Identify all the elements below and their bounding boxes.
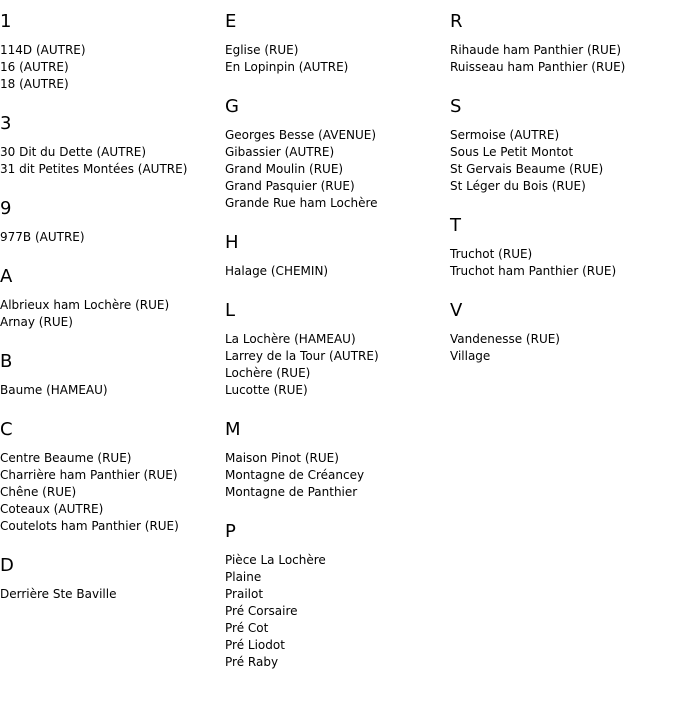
street-list-item: St Gervais Beaume (RUE)	[450, 162, 604, 176]
letter-section	[225, 418, 450, 501]
letter-section	[450, 299, 675, 365]
street-list-item: Prailot	[225, 587, 264, 601]
street-list-item: Grand Moulin (RUE)	[225, 162, 344, 176]
section-letter-heading: T	[450, 215, 461, 236]
street-list-item: Sermoise (AUTRE)	[450, 128, 560, 142]
letter-section	[225, 231, 450, 280]
letter-section	[0, 265, 225, 331]
letter-section	[0, 554, 225, 603]
section-letter-heading: G	[225, 96, 239, 117]
street-list-item: Ruisseau ham Panthier (RUE)	[450, 60, 626, 74]
street-list-item: Grand Pasquier (RUE)	[225, 179, 355, 193]
street-list-item: Rihaude ham Panthier (RUE)	[450, 43, 622, 57]
street-list-item: 31 dit Petites Montées (AUTRE)	[0, 162, 188, 176]
street-list-item: Halage (CHEMIN)	[225, 264, 329, 278]
street-list-item: La Lochère (HAMEAU)	[225, 332, 356, 346]
street-list-item: Village	[450, 349, 491, 363]
street-list-item: Gibassier (AUTRE)	[225, 145, 335, 159]
street-list-item: Maison Pinot (RUE)	[225, 451, 339, 465]
street-list-item: Georges Besse (AVENUE)	[225, 128, 377, 142]
street-list-item: Grande Rue ham Lochère	[225, 196, 378, 210]
section-letter-heading: E	[225, 11, 237, 32]
street-list-item: Arnay (RUE)	[0, 315, 73, 329]
street-list-item: Derrière Ste Baville	[0, 587, 117, 601]
street-list-item: 18 (AUTRE)	[0, 77, 69, 91]
section-letter-heading: L	[225, 300, 236, 321]
section-letter-heading: 1	[0, 11, 12, 32]
street-list-item: Lochère (RUE)	[225, 366, 311, 380]
section-letter-heading: V	[450, 300, 463, 321]
street-list-item: Baume (HAMEAU)	[0, 383, 108, 397]
street-list-item: Chêne (RUE)	[0, 485, 77, 499]
section-letter-heading: C	[0, 419, 13, 440]
letter-section	[225, 520, 450, 671]
letter-section	[0, 418, 225, 535]
street-list-item: Eglise (RUE)	[225, 43, 299, 57]
street-list-item: En Lopinpin (AUTRE)	[225, 60, 349, 74]
letter-section	[0, 112, 225, 178]
street-list-item: Albrieux ham Lochère (RUE)	[0, 298, 170, 312]
street-list-item: Montagne de Panthier	[225, 485, 358, 499]
street-list-item: Charrière ham Panthier (RUE)	[0, 468, 178, 482]
letter-section	[0, 350, 225, 399]
street-list-item: 114D (AUTRE)	[0, 43, 86, 57]
letter-section	[0, 197, 225, 246]
street-list-item: Pré Liodot	[225, 638, 285, 652]
letter-section	[225, 95, 450, 212]
street-list-item: Vandenesse (RUE)	[450, 332, 560, 346]
street-list-item: Sous Le Petit Montot	[450, 145, 574, 159]
street-list-item: Plaine	[225, 570, 262, 584]
street-list-item: Montagne de Créancey	[225, 468, 365, 482]
section-letter-heading: P	[225, 521, 236, 542]
street-list-item: Lucotte (RUE)	[225, 383, 308, 397]
letter-section	[225, 10, 450, 76]
section-letter-heading: S	[450, 96, 462, 117]
section-letter-heading: 3	[0, 113, 12, 134]
letter-section	[225, 299, 450, 399]
street-list-item: Truchot (RUE)	[450, 247, 533, 261]
section-letter-heading: H	[225, 232, 239, 253]
street-list-item: Truchot ham Panthier (RUE)	[450, 264, 617, 278]
letter-section	[0, 10, 225, 93]
index-column	[0, 10, 225, 622]
street-list-item: Pré Corsaire	[225, 604, 298, 618]
section-letter-heading: A	[0, 266, 13, 287]
index-column	[225, 10, 450, 690]
street-list-item: 16 (AUTRE)	[0, 60, 69, 74]
street-list-item: Centre Beaume (RUE)	[0, 451, 132, 465]
index-column	[450, 10, 675, 384]
street-list-item: Pré Raby	[225, 655, 279, 669]
section-letter-heading: R	[450, 11, 463, 32]
street-list-item: Coteaux (AUTRE)	[0, 502, 104, 516]
street-list-item: Coutelots ham Panthier (RUE)	[0, 519, 179, 533]
section-letter-heading: M	[225, 419, 241, 440]
section-letter-heading: D	[0, 555, 14, 576]
letter-section	[450, 214, 675, 280]
street-list-item: St Léger du Bois (RUE)	[450, 179, 586, 193]
letter-section	[450, 10, 675, 76]
street-list-item: Pré Cot	[225, 621, 269, 635]
street-list-item: 30 Dit du Dette (AUTRE)	[0, 145, 147, 159]
section-letter-heading: B	[0, 351, 13, 372]
letter-section	[450, 95, 675, 195]
section-letter-heading: 9	[0, 198, 12, 219]
street-list-item: Larrey de la Tour (AUTRE)	[225, 349, 379, 363]
street-list-item: 977B (AUTRE)	[0, 230, 85, 244]
street-list-item: Pièce La Lochère	[225, 553, 326, 567]
